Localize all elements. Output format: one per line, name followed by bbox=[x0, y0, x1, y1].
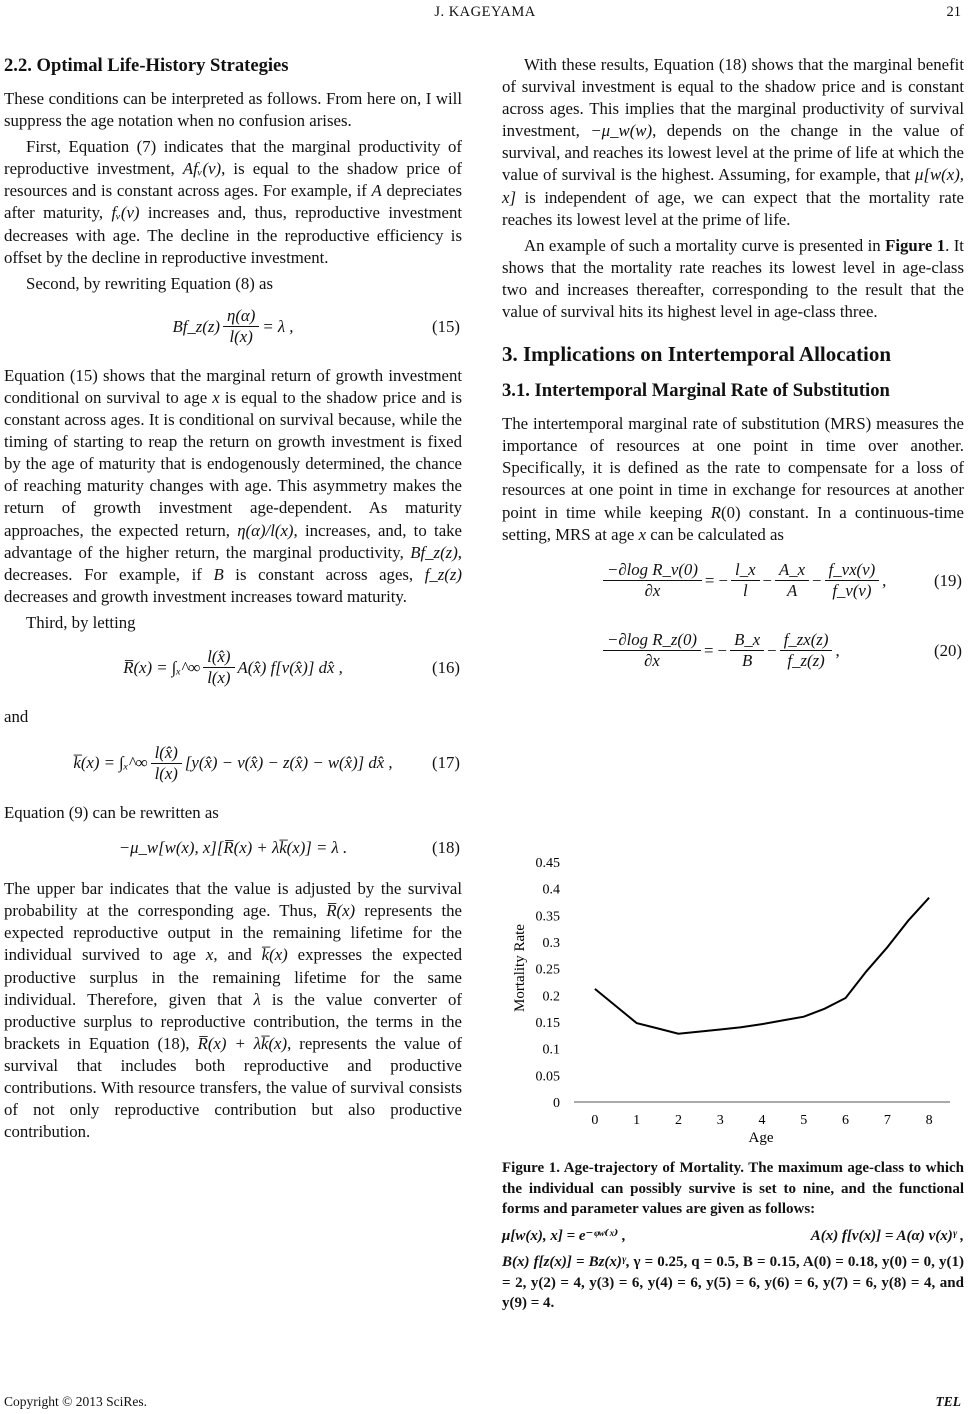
x-tick-labels bbox=[591, 1113, 932, 1128]
x-tick-label: 0 bbox=[591, 1113, 599, 1128]
x-tick-label: 1 bbox=[633, 1113, 641, 1128]
x-tick-label: 5 bbox=[800, 1113, 808, 1128]
y-tick-label: 0.4 bbox=[542, 882, 560, 898]
y-tick-label: 0.05 bbox=[535, 1069, 560, 1085]
x-tick-label: 7 bbox=[883, 1113, 891, 1128]
x-tick-label: 2 bbox=[674, 1113, 682, 1128]
inline-math: R̅(x) bbox=[326, 901, 356, 921]
paragraph: These conditions can be interpreted as follows. From here on, I will suppress the age notation when no confusion arises. bbox=[4, 89, 462, 131]
inline-math: −μ_w(w) bbox=[590, 121, 653, 141]
y-tick-label: 0.25 bbox=[535, 962, 560, 978]
equation-number: (18) bbox=[432, 838, 460, 858]
paragraph: With these results, Equation (18) shows that the marginal benefit of survival investment is equal to the shadow price and is constant across ages. This implies that the marginal productivity of survival investment, −μ_w(w), depends on the change in the value of survival, and reaches its lowest level at the prime of life at which the value of survival is the highest. Assuming, for example, that μ[w(x), x] is independent of age, we can expect that the mortality rate reaches its lowest level at the prime of life. bbox=[502, 55, 965, 229]
caption-params: B(x) f[z(x)] = Bz(x)ᵞ, γ = 0.25, q = 0.5, B = 0.15, A(0) = 0.18, y(0) = 0, y(1) = 2, y(2) = 4, y(3) = 6, y(4) = 6, y(5) = 6, y(6) = 6, y(7) = 6, y(8) = 4, and y(9) = 4. bbox=[502, 1254, 964, 1311]
paragraph: Second, by rewriting Equation (8) as bbox=[26, 273, 273, 293]
right-column bbox=[502, 54, 964, 686]
author-name: J. KAGEYAMA bbox=[434, 4, 536, 20]
equation-15: Bf_z(z) $\frac{\eta(\alpha)}{l(x)}$ = λ , (15) bbox=[172, 306, 460, 347]
paragraph: An example of such a mortality curve is presented in Figure 1. It shows that the mortality rate reaches its lowest level in age-class two and increases thereafter, corresponding to the result that the value of survival hits its highest level in age-class three. bbox=[502, 235, 964, 322]
chart-svg bbox=[502, 848, 964, 1148]
equation-number: (20) bbox=[934, 640, 962, 660]
inline-math: R̅(x) + λk̅(x) bbox=[197, 1033, 288, 1053]
inline-math: Afᵥ(v) bbox=[182, 159, 222, 179]
section-title-3: 3. Implications on Intertemporal Allocation bbox=[502, 342, 892, 367]
mortality-chart bbox=[502, 848, 964, 1148]
y-tick-label: 0.45 bbox=[535, 856, 560, 871]
page-number: 21 bbox=[946, 4, 961, 20]
paragraph: The upper bar indicates that the value is adjusted by the survival probability at the corresponding age. Thus, R̅(x) represents the expected reproductive output in the remaining lifetime for the individual survived to age x, and k̅(x) expresses the expected productive surplus in the remaining lifetime for the same individual. Therefore, given that λ is the value converter of productive surplus to reproductive contribution, the terms in the brackets in Equation (18), R̅(x) + λk̅(x), represents the value of survival that includes both reproductive and productive contributions. With resource transfers, the value of survival consists of not only reproductive contribution but also productive contribution. bbox=[4, 879, 463, 1142]
y-tick-label: 0.35 bbox=[535, 909, 560, 925]
equation-number: (19) bbox=[934, 570, 962, 590]
x-tick-label: 8 bbox=[925, 1113, 933, 1128]
paragraph: First, Equation (7) indicates that the marginal productivity of reproductive investment, Afᵥ(v), is equal to the shadow price of resources and is constant across ages. For example, if A depreciates after maturity, fᵥ(v) increases and, thus, reproductive investment decreases with age. The decline in the reproductive efficiency is offset by the decline in reproductive investment. bbox=[4, 137, 462, 267]
figure-reference[interactable]: Figure 1 bbox=[885, 235, 946, 255]
section-title-3-1: 3.1. Intertemporal Marginal Rate of Substitution bbox=[502, 380, 890, 402]
y-tick-label: 0.3 bbox=[542, 936, 560, 951]
y-tick-label: 0.15 bbox=[535, 1016, 560, 1031]
running-head bbox=[0, 4, 970, 26]
y-tick-labels bbox=[536, 856, 561, 1111]
journal-name: TEL bbox=[935, 1394, 961, 1409]
equation-number: (17) bbox=[432, 753, 460, 773]
x-tick-label: 4 bbox=[758, 1113, 766, 1128]
copyright: Copyright © 2013 SciRes. bbox=[4, 1394, 148, 1409]
inline-math: f_z(z) bbox=[424, 564, 463, 584]
equation-16: R̅(x) = ∫ₓ^∞ $\frac{l(x̂)}{l(x)}$ A(x̂) f[v(x̂)] dx̂ , (16) bbox=[123, 647, 460, 688]
inline-math: k̅(x) bbox=[261, 945, 288, 965]
paragraph: The intertemporal marginal rate of substitution (MRS) measures the importance of resources at one point in time over another. Specifically, it is defined as the rate to compensate for a loss of resources at one point in time in exchange for resources at another point in time while keeping R(0) constant. In a continuous-time setting, MRS at age x can be calculated as bbox=[502, 414, 964, 544]
equation-17: k̅(x) = ∫ₓ^∞ $\frac{l(x̂)}{l(x)}$ [y(x̂) − v(x̂) − z(x̂) − w(x̂)] dx̂ , (17) bbox=[73, 742, 460, 783]
paragraph: Third, by letting bbox=[26, 612, 136, 632]
inline-math: η(α)/l(x) bbox=[237, 520, 294, 540]
paragraph: Equation (9) can be rewritten as bbox=[4, 803, 219, 823]
caption-formulas: μ[w(x), x] = e⁻ᵠʷ⁽ˣ⁾ , A(x) f[v(x)] = A(α) v(x)ᵞ , bbox=[502, 1227, 964, 1244]
equation-20: $\frac{\text{−∂log R\_z(0)}}{\partial x}$ = − $\frac{B\_x}{B}$ − $\frac{f\_zx(z)}{f\_z(z)}$ , (20) bbox=[502, 616, 964, 686]
series-line-mortality bbox=[595, 898, 929, 1034]
y-axis-label: Mortality Rate bbox=[512, 924, 528, 1012]
left-column bbox=[4, 54, 462, 1143]
y-tick-label: 0.1 bbox=[542, 1042, 560, 1058]
inline-math: Bf_z(z) bbox=[410, 542, 458, 562]
section-title-2-2: 2.2. Optimal Life-History Strategies bbox=[4, 55, 289, 76]
equation-number: (16) bbox=[432, 657, 460, 677]
equation-number: (15) bbox=[432, 316, 460, 336]
x-tick-label: 3 bbox=[716, 1113, 724, 1128]
x-axis-label: Age bbox=[748, 1130, 774, 1146]
equation-19: $\frac{\text{−∂log R\_v(0)}}{\partial x}$ = − $\frac{l\_x}{l}$ − $\frac{A\_x}{A}$ − $\frac{f\_vx(v)}{f\_v(v)}$ , (19) bbox=[502, 546, 964, 616]
figure-caption: Figure 1. Age-trajectory of Mortality. The maximum age-class to which the individual can possibly survive is set to nine, and the functional forms and parameter values are given as follows: μ[w(x), x] = e⁻ᵠʷ⁽ˣ⁾ , A(x) f[v(x)] = A(α) v(x)ᵞ , B(x) f[z(x)] = Bz(x)ᵞ, γ = 0.25, q = 0.5, B = 0.15, A(0) = 0.18, y(0) = 0, y(1) = 2, y(2) = 4, y(3) = 6, y(4) = 6, y(5) = 6, y(6) = 6, y(7) = 6, y(8) = 4, and y(9) = 4. bbox=[502, 1158, 964, 1314]
inline-math: fᵥ(v) bbox=[111, 203, 140, 223]
paragraph: and bbox=[4, 706, 29, 726]
inline-math: μ[w(x), x] bbox=[502, 165, 964, 207]
y-tick-label: 0.2 bbox=[542, 989, 560, 1005]
x-tick-label: 6 bbox=[842, 1113, 850, 1128]
paragraph: Equation (15) shows that the marginal return of growth investment conditional on survival to age x is equal to the shadow price and is constant across ages. It is conditional on survival because, while the timing of starting to reap the return on growth investment is fixed by the age of maturity that is endogenously determined, the chance of reaching maturity changes with age. This asymmetry makes the return of growth investment age-dependent. As maturity approaches, the expected return, η(α)/l(x), increases, and, to take advantage of the higher return, the marginal productivity, Bf_z(z), decreases. For example, if B is constant across ages, f_z(z) decreases and growth investment increases toward maturity. bbox=[4, 365, 463, 606]
equation-18: −μ_w[w(x), x][R̅(x) + λk̅(x)] = λ . (18) bbox=[4, 824, 462, 872]
y-tick-label: 0 bbox=[553, 1096, 560, 1111]
